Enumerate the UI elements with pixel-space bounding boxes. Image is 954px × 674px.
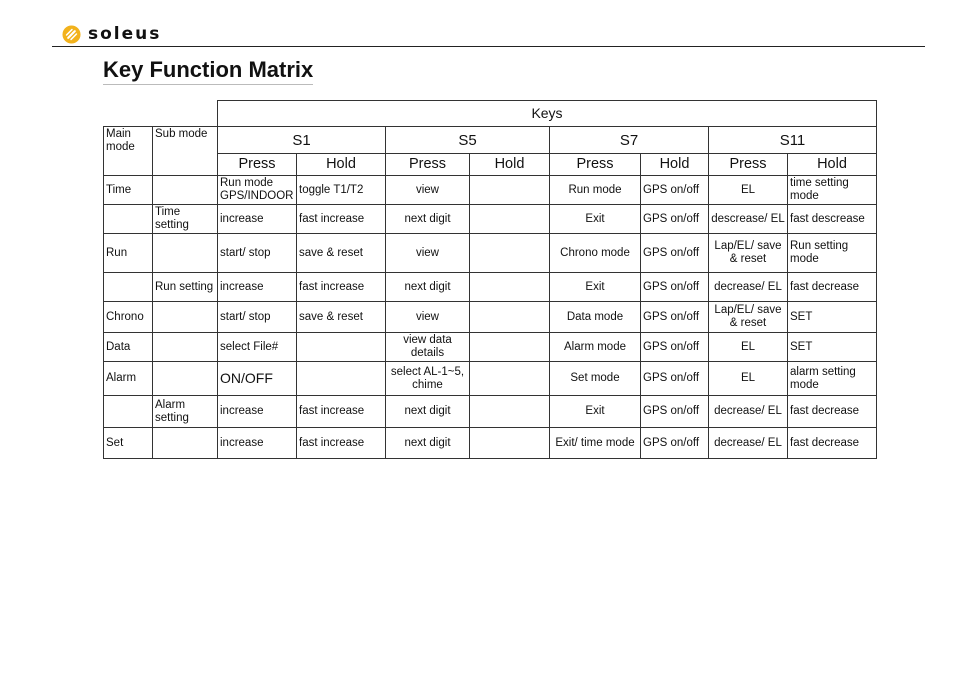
function-cell: save & reset (297, 234, 386, 273)
s7-press-header: Press (550, 154, 641, 176)
main-mode-cell (104, 273, 153, 302)
sub-mode-cell (153, 176, 218, 205)
main-mode-cell (104, 396, 153, 428)
header-divider (52, 46, 925, 47)
function-cell: start/ stop (218, 234, 297, 273)
function-cell: view data details (386, 333, 470, 362)
function-cell: Run mode (550, 176, 641, 205)
function-cell: Exit (550, 396, 641, 428)
function-cell (470, 428, 550, 459)
function-cell: start/ stop (218, 302, 297, 333)
s11-hold-header: Hold (788, 154, 877, 176)
function-cell: next digit (386, 396, 470, 428)
table-row (104, 234, 877, 273)
function-cell: toggle T1/T2 (297, 176, 386, 205)
function-cell (297, 362, 386, 396)
function-cell: fast decrease (788, 273, 877, 302)
sub-mode-cell: Time setting (153, 205, 218, 234)
function-cell: increase (218, 396, 297, 428)
function-cell: increase (218, 428, 297, 459)
function-cell: EL (709, 176, 788, 205)
function-cell: SET (788, 333, 877, 362)
function-cell: ON/OFF (218, 362, 297, 396)
function-cell: SET (788, 302, 877, 333)
brand-name: soleus (88, 24, 162, 44)
function-cell (470, 362, 550, 396)
function-cell: GPS on/off (641, 428, 709, 459)
s11-press-header: Press (709, 154, 788, 176)
key-header-s11: S11 (709, 127, 877, 154)
sub-mode-cell (153, 302, 218, 333)
function-cell: GPS on/off (641, 333, 709, 362)
main-mode-cell: Time (104, 176, 153, 205)
s5-press-header: Press (386, 154, 470, 176)
s5-hold-header: Hold (470, 154, 550, 176)
function-cell: GPS on/off (641, 396, 709, 428)
function-cell: increase (218, 205, 297, 234)
sub-mode-cell (153, 362, 218, 396)
keys-header: Keys (218, 101, 877, 127)
s7-hold-header: Hold (641, 154, 709, 176)
function-cell: fast descrease (788, 205, 877, 234)
sub-mode-cell (153, 333, 218, 362)
function-cell: Chrono mode (550, 234, 641, 273)
table-row (104, 428, 877, 459)
function-cell: Exit/ time mode (550, 428, 641, 459)
function-cell: fast decrease (788, 428, 877, 459)
function-cell: alarm setting mode (788, 362, 877, 396)
function-cell: GPS on/off (641, 234, 709, 273)
main-mode-cell: Alarm (104, 362, 153, 396)
function-cell: view (386, 234, 470, 273)
function-cell: save & reset (297, 302, 386, 333)
function-cell: decrease/ EL (709, 428, 788, 459)
table-row (104, 396, 877, 428)
sub-mode-cell: Alarm setting (153, 396, 218, 428)
function-cell (297, 333, 386, 362)
sub-mode-cell (153, 234, 218, 273)
main-mode-header: Main mode (104, 127, 153, 176)
function-cell: Data mode (550, 302, 641, 333)
table-row (104, 333, 877, 362)
function-cell: fast decrease (788, 396, 877, 428)
main-mode-cell: Run (104, 234, 153, 273)
function-cell: Alarm mode (550, 333, 641, 362)
function-cell: select AL-1~5, chime (386, 362, 470, 396)
table-row (104, 362, 877, 396)
key-header-s1: S1 (218, 127, 386, 154)
function-cell: select File# (218, 333, 297, 362)
function-cell: GPS on/off (641, 302, 709, 333)
key-header-s7: S7 (550, 127, 709, 154)
blank-corner (104, 101, 218, 127)
function-cell: GPS on/off (641, 273, 709, 302)
function-cell: view (386, 302, 470, 333)
sub-mode-cell (153, 428, 218, 459)
function-cell: fast increase (297, 428, 386, 459)
function-cell: next digit (386, 205, 470, 234)
function-cell: descrease/ EL (709, 205, 788, 234)
page-title: Key Function Matrix (103, 57, 313, 85)
function-cell: Exit (550, 273, 641, 302)
s1-press-header: Press (218, 154, 297, 176)
function-cell: EL (709, 333, 788, 362)
key-function-matrix (103, 100, 877, 459)
table-row (104, 205, 877, 234)
function-cell: fast increase (297, 396, 386, 428)
function-cell: fast increase (297, 273, 386, 302)
function-cell: Exit (550, 205, 641, 234)
header (62, 22, 161, 46)
function-cell (470, 205, 550, 234)
function-cell: EL (709, 362, 788, 396)
function-cell: fast increase (297, 205, 386, 234)
function-cell: increase (218, 273, 297, 302)
function-cell: decrease/ EL (709, 273, 788, 302)
main-mode-cell: Set (104, 428, 153, 459)
table-row (104, 273, 877, 302)
function-cell (470, 234, 550, 273)
function-cell (470, 302, 550, 333)
function-cell: Lap/EL/ save & reset (709, 234, 788, 273)
function-cell: decrease/ EL (709, 396, 788, 428)
s1-hold-header: Hold (297, 154, 386, 176)
table-row (104, 302, 877, 333)
function-cell: next digit (386, 428, 470, 459)
main-mode-cell (104, 205, 153, 234)
function-cell: view (386, 176, 470, 205)
function-cell: time setting mode (788, 176, 877, 205)
key-header-s5: S5 (386, 127, 550, 154)
function-cell (470, 396, 550, 428)
function-cell: next digit (386, 273, 470, 302)
main-mode-cell: Chrono (104, 302, 153, 333)
soleus-logo-icon (62, 25, 81, 44)
function-cell: Set mode (550, 362, 641, 396)
sub-mode-header: Sub mode (153, 127, 218, 176)
function-cell: Lap/EL/ save & reset (709, 302, 788, 333)
function-cell: GPS on/off (641, 362, 709, 396)
function-cell (470, 273, 550, 302)
function-cell (470, 333, 550, 362)
function-cell (470, 176, 550, 205)
main-mode-cell: Data (104, 333, 153, 362)
function-cell: Run mode GPS/INDOOR (218, 176, 297, 205)
function-cell: Run setting mode (788, 234, 877, 273)
table-row (104, 176, 877, 205)
function-cell: GPS on/off (641, 176, 709, 205)
function-cell: GPS on/off (641, 205, 709, 234)
sub-mode-cell: Run setting (153, 273, 218, 302)
